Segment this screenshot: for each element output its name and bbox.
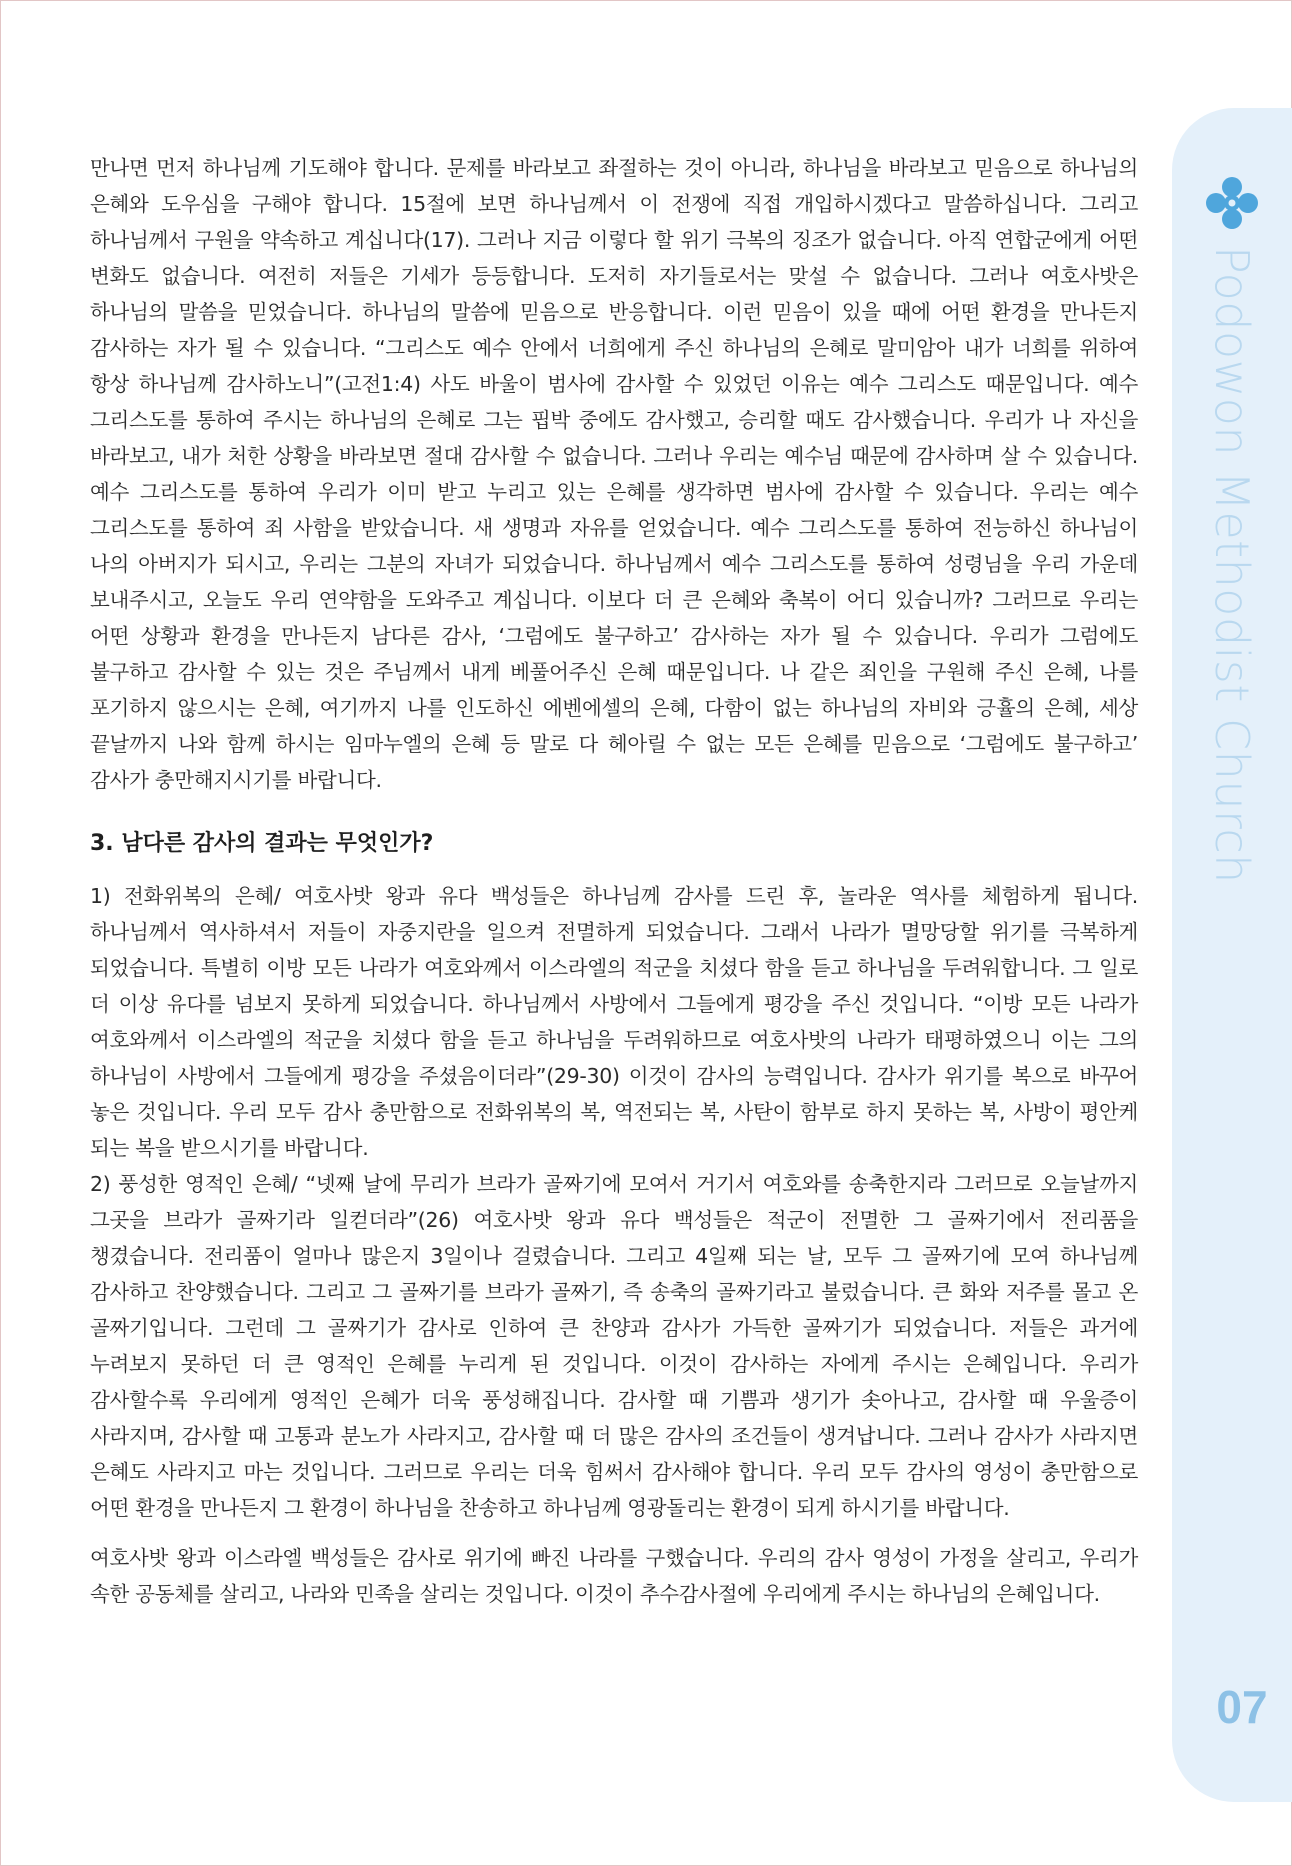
page-number: 07 [1216,1681,1268,1733]
body-paragraph: 1) 전화위복의 은혜/ 여호사밧 왕과 유다 백성들은 하나님께 감사를 드린 후, 놀라운 역사를 체험하게 됩니다. 하나님께서 역사하셔서 저들이 자중지란을 일으켜 전멸하게 되었습니다. 그래서 나라가 멸망당할 위기를 극복하게 되었습니다. 특별히 이방 모든 나라가 여호와께서 이스라엘의 적군을 치셨다 함을 듣고 하나님을 두려워합니다. 그 일로 더 이상 유다를 넘보지 못하게 되었습니다. 하나님께서 사방에서 그들에게 평강을 주신 것입니다. “이방 모든 나라가 여호와께서 이스라엘의 적군을 치셨다 함을 듣고 하나님을 두려워하므로 여호사밧의 나라가 태평하였으니 이는 그의 하나님이 사방에서 그들에게 평강을 주셨음이더라”(29-30) 이것이 감사의 능력입니다. 감사가 위기를 복으로 바꾸어 놓은 것입니다. 우리 모두 감사 충만함으로 전화위복의 복, 역전되는 복, 사탄이 함부로 하지 못하는 복, 사방이 평안케 되는 복을 받으시기를 바랍니다. [90,884,1138,1160]
cross-flower-icon [1205,176,1259,230]
church-name: Podowon Methodist Church [1205,246,1259,884]
body-paragraph: 여호사밧 왕과 이스라엘 백성들은 감사로 위기에 빠진 나라를 구했습니다. 우리의 감사 영성이 가정을 살리고, 우리가 속한 공동체를 살리고, 나라와 민족을 살리는 것입니다. 이것이 추수감사절에 우리에게 주시는 하나님의 은혜입니다. [90,1546,1138,1606]
body-paragraph: 2) 풍성한 영적인 은혜/ “넷째 날에 무리가 브라가 골짜기에 모여서 거기서 여호와를 송축한지라 그러므로 오늘날까지 그곳을 브라가 골짜기라 일컫더라”(26) 여호사밧 왕과 유다 백성들은 적군이 전멸한 그 골짜기에서 전리품을 챙겼습니다. 전리품이 얼마나 많은지 3일이나 걸렸습니다. 그리고 4일째 되는 날, 모두 그 골짜기에 모여 하나님께 감사하고 찬양했습니다. 그리고 그 골짜기를 브라가 골짜기, 즉 송축의 골짜기라고 불렀습니다. 큰 화와 저주를 몰고 온 골짜기입니다. 그런데 그 골짜기가 감사로 인하여 큰 찬양과 감사가 가득한 골짜기가 되었습니다. 저들은 과거에 누려보지 못하던 더 큰 영적인 은혜를 누리게 된 것입니다. 이것이 감사하는 자에게 주시는 은혜입니다. 우리가 감사할수록 우리에게 영적인 은혜가 더욱 풍성해집니다. 감사할 때 기쁨과 생기가 솟아나고, 감사할 때 우울증이 사라지며, 감사할 때 고통과 분노가 사라지고, 감사할 때 더 많은 감사의 조건들이 생겨납니다. 그러나 감사가 사라지면 은혜도 사라지고 마는 것입니다. 그러므로 우리는 더욱 힘써서 감사해야 합니다. 우리 모두 감사의 영성이 충만함으로 어떤 환경을 만나든지 그 환경이 하나님을 찬송하고 하나님께 영광돌리는 환경이 되게 하시기를 바랍니다. [90,1172,1138,1520]
body-paragraph: 만나면 먼저 하나님께 기도해야 합니다. 문제를 바라보고 좌절하는 것이 아니라, 하나님을 바라보고 믿음으로 하나님의 은혜와 도우심을 구해야 합니다. 15절에 보면 하나님께서 이 전쟁에 직접 개입하시겠다고 말씀하십니다. 그리고 하나님께서 구원을 약속하고 계십니다(17). 그러나 지금 이렇다 할 위기 극복의 징조가 없습니다. 아직 연합군에게 어떤 변화도 없습니다. 여전히 저들은 기세가 등등합니다. 도저히 자기들로서는 맞설 수 없습니다. 그러나 여호사밧은 하나님의 말씀을 믿었습니다. 하나님의 말씀에 믿음으로 반응합니다. 이런 믿음이 있을 때에 어떤 환경을 만나든지 감사하는 자가 될 수 있습니다. “그리스도 예수 안에서 너희에게 주신 하나님의 은혜로 말미암아 내가 너희를 위하여 항상 하나님께 감사하노니”(고전1:4) 사도 바울이 범사에 감사할 수 있었던 이유는 예수 그리스도 때문입니다. 예수 그리스도를 통하여 주시는 하나님의 은혜로 그는 핍박 중에도 감사했고, 승리할 때도 감사했습니다. 우리가 나 자신을 바라보고, 내가 처한 상황을 바라보면 절대 감사할 수 없습니다. 그러나 우리는 예수님 때문에 감사하며 살 수 있습니다. 예수 그리스도를 통하여 우리가 이미 받고 누리고 있는 은혜를 생각하면 범사에 감사할 수 있습니다. 우리는 예수 그리스도를 통하여 죄 사함을 받았습니다. 새 생명과 자유를 얻었습니다. 예수 그리스도를 통하여 전능하신 하나님이 나의 아버지가 되시고, 우리는 그분의 자녀가 되었습니다. 하나님께서 예수 그리스도를 통하여 성령님을 우리 가운데 보내주시고, 오늘도 우리 연약함을 도와주고 계십니다. 이보다 더 큰 은혜와 축복이 어디 있습니까? 그러므로 우리는 어떤 상황과 환경을 만나든지 남다른 감사, ‘그럼에도 불구하고’ 감사하는 자가 될 수 있습니다. 우리가 그럼에도 불구하고 감사할 수 있는 것은 주님께서 내게 베풀어주신 은혜 때문입니다. 나 같은 죄인을 구원해 주신 은혜, 나를 포기하지 않으시는 은혜, 여기까지 나를 인도하신 에벤에셀의 은혜, 다함이 없는 하나님의 자비와 긍휼의 은혜, 세상 끝날까지 나와 함께 하시는 임마누엘의 은혜 등 말로 다 헤아릴 수 없는 모든 은혜를 믿음으로 ‘그럼에도 불구하고’ 감사가 충만해지시기를 바랍니다. [90,156,1138,792]
main-content [90,150,1138,1612]
section-heading: 3. 남다른 감사의 결과는 무엇인가? [90,831,434,856]
